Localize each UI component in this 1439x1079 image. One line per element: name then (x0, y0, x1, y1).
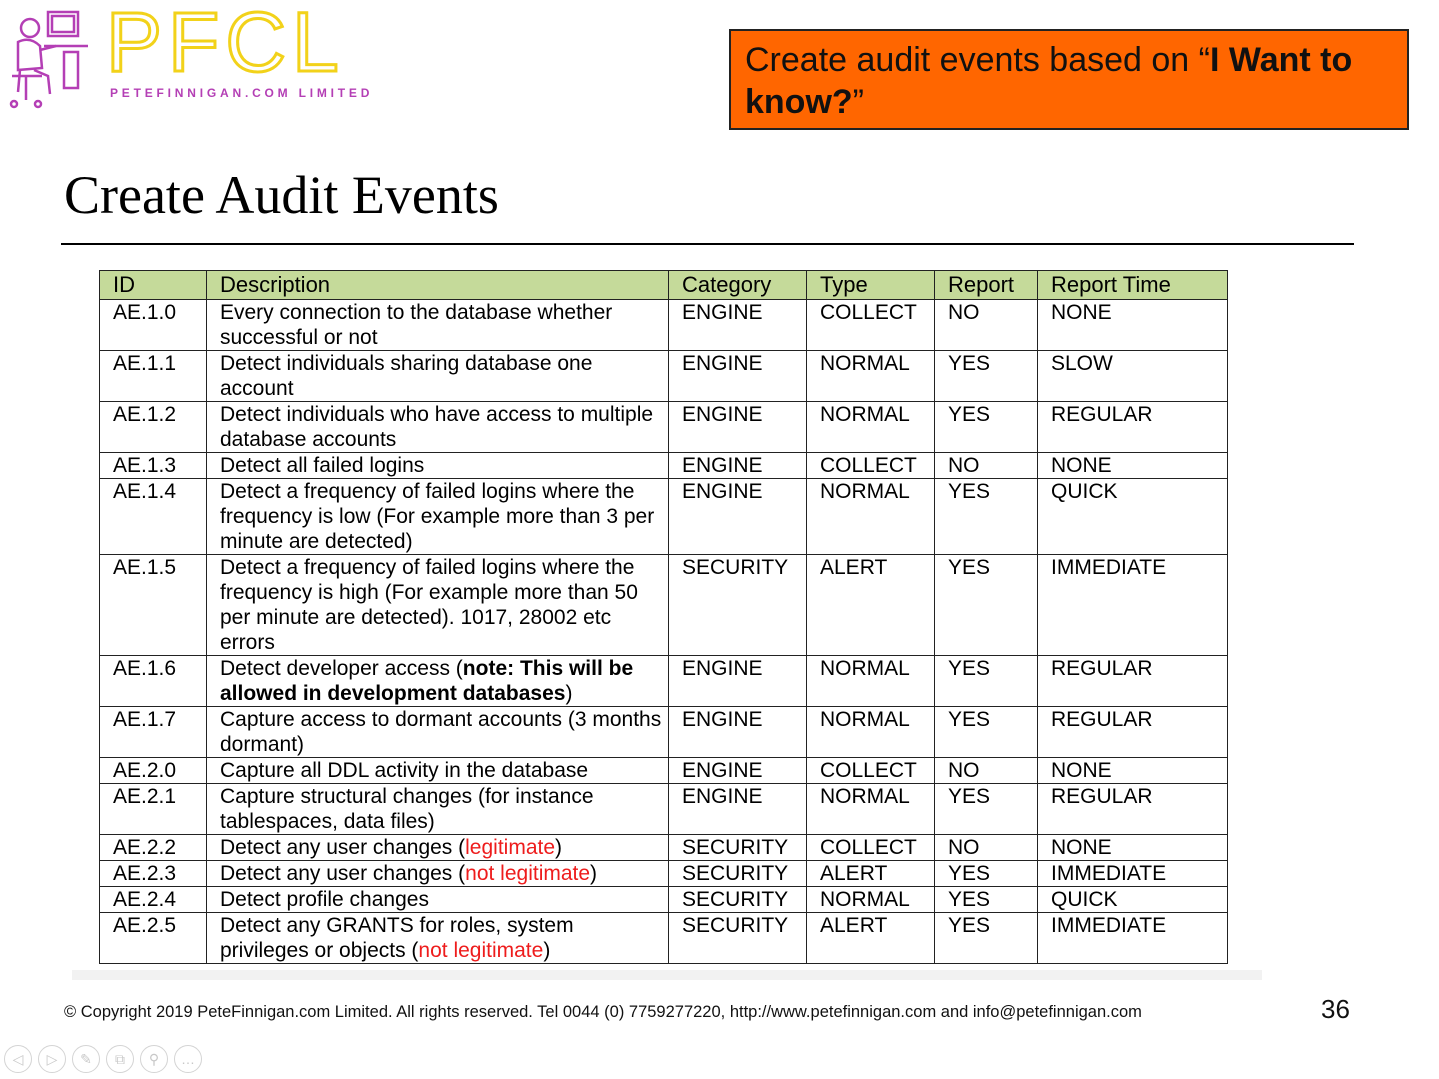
description-text: Detect all failed logins (220, 454, 425, 477)
cell-type: NORMAL (807, 784, 935, 835)
cell-type: NORMAL (807, 402, 935, 453)
next-icon[interactable]: ▷ (38, 1045, 66, 1073)
table-row (100, 913, 1228, 964)
cell-report: YES (935, 656, 1038, 707)
cell-report-time: NONE (1038, 300, 1228, 351)
table-row (100, 479, 1228, 555)
cell-id: AE.1.2 (100, 402, 207, 453)
cell-category: ENGINE (669, 707, 807, 758)
slides-icon[interactable]: ⧉ (106, 1045, 134, 1073)
pfcl-logo (4, 0, 424, 110)
page-title: Create Audit Events (64, 165, 499, 225)
cell-description (207, 351, 669, 402)
cell-type: COLLECT (807, 758, 935, 784)
cell-category: SECURITY (669, 887, 807, 913)
cell-report-time: QUICK (1038, 887, 1228, 913)
description-text: Detect any user changes ( (220, 836, 466, 859)
table-row (100, 784, 1228, 835)
cell-report-time: REGULAR (1038, 707, 1228, 758)
table-row (100, 656, 1228, 707)
description-text: Detect individuals sharing database one account (220, 352, 593, 400)
header-id: ID (100, 271, 207, 300)
table-row (100, 835, 1228, 861)
logo-wordmark: PFCL (106, 0, 345, 89)
description-text: Capture access to dormant accounts (3 months dormant) (220, 708, 662, 756)
legitimacy-label: not legitimate (465, 862, 591, 885)
description-text: Detect any user changes ( (220, 862, 466, 885)
table-row (100, 402, 1228, 453)
cell-type: COLLECT (807, 835, 935, 861)
cell-category: SECURITY (669, 913, 807, 964)
cell-report-time: IMMEDIATE (1038, 913, 1228, 964)
cell-type: NORMAL (807, 656, 935, 707)
cell-category: ENGINE (669, 402, 807, 453)
cell-report: YES (935, 351, 1038, 402)
pen-icon[interactable]: ✎ (72, 1045, 100, 1073)
cell-report: NO (935, 453, 1038, 479)
cell-category: ENGINE (669, 453, 807, 479)
cell-type: COLLECT (807, 300, 935, 351)
table-row (100, 555, 1228, 656)
cell-category: ENGINE (669, 758, 807, 784)
cell-category: SECURITY (669, 555, 807, 656)
cell-description (207, 402, 669, 453)
cell-report-time: NONE (1038, 453, 1228, 479)
note-text: note: This will be allowed in development databases (220, 657, 634, 705)
cell-id: AE.1.4 (100, 479, 207, 555)
cell-type: ALERT (807, 555, 935, 656)
cell-report: YES (935, 402, 1038, 453)
cell-category: ENGINE (669, 784, 807, 835)
more-icon[interactable]: … (174, 1045, 202, 1073)
cell-type: NORMAL (807, 887, 935, 913)
description-text: Detect developer access ( (220, 657, 463, 680)
cell-description (207, 758, 669, 784)
zoom-icon[interactable]: ⚲ (140, 1045, 168, 1073)
cell-category: ENGINE (669, 351, 807, 402)
cell-type: ALERT (807, 861, 935, 887)
table-row (100, 300, 1228, 351)
cell-type: NORMAL (807, 707, 935, 758)
page-number: 36 (1321, 994, 1350, 1024)
description-text: ) (590, 862, 598, 885)
cell-report: YES (935, 555, 1038, 656)
callout-quote-end: ” (852, 83, 864, 121)
cell-report: YES (935, 784, 1038, 835)
cell-report: NO (935, 300, 1038, 351)
cell-category: SECURITY (669, 861, 807, 887)
cell-id: AE.1.7 (100, 707, 207, 758)
cell-type: NORMAL (807, 351, 935, 402)
audit-events-table (99, 270, 1228, 964)
header-type: Type (807, 271, 935, 300)
cell-description (207, 913, 669, 964)
table-row (100, 453, 1228, 479)
cell-description (207, 707, 669, 758)
cell-id: AE.2.1 (100, 784, 207, 835)
cell-id: AE.2.3 (100, 861, 207, 887)
cell-report: YES (935, 479, 1038, 555)
description-text: Detect profile changes (220, 888, 429, 911)
description-text: ) (565, 682, 573, 705)
cell-description (207, 861, 669, 887)
cell-description (207, 300, 669, 351)
cell-id: AE.2.2 (100, 835, 207, 861)
header-report: Report (935, 271, 1038, 300)
description-text: Detect individuals who have access to multiple database accounts (220, 403, 654, 451)
cell-description (207, 835, 669, 861)
table-row (100, 887, 1228, 913)
description-text: Detect a frequency of failed logins where the frequency is low (For example more than 3 per minute are detected) (220, 480, 655, 553)
cell-report-time: REGULAR (1038, 784, 1228, 835)
description-text: Capture all DDL activity in the database (220, 759, 589, 782)
cell-report: YES (935, 707, 1038, 758)
table-body (100, 300, 1228, 964)
cell-report: NO (935, 758, 1038, 784)
cell-report-time: IMMEDIATE (1038, 861, 1228, 887)
table-row (100, 351, 1228, 402)
cell-description (207, 479, 669, 555)
callout-bold-text: I Want to know? (745, 41, 1353, 121)
previous-icon[interactable]: ◁ (4, 1045, 32, 1073)
presentation-toolbar (4, 1045, 202, 1073)
cell-description (207, 555, 669, 656)
cell-id: AE.2.0 (100, 758, 207, 784)
cell-description (207, 453, 669, 479)
cell-report: YES (935, 861, 1038, 887)
callout-text: Create audit events based on “ (745, 41, 1210, 79)
cell-id: AE.2.4 (100, 887, 207, 913)
cell-id: AE.1.0 (100, 300, 207, 351)
cell-id: AE.1.5 (100, 555, 207, 656)
description-text: Detect a frequency of failed logins where the frequency is high (For example more than 50 per minute are detected). 1017, 28002 etc errors (220, 556, 638, 654)
legitimacy-label: legitimate (465, 836, 556, 859)
cell-report-time: REGULAR (1038, 656, 1228, 707)
cell-type: NORMAL (807, 479, 935, 555)
cell-category: SECURITY (669, 835, 807, 861)
cell-report-time: REGULAR (1038, 402, 1228, 453)
person-at-computer-icon (4, 6, 94, 110)
description-text: Detect any GRANTS for roles, system privileges or objects ( (220, 914, 574, 962)
header-description: Description (207, 271, 669, 300)
cell-report-time: NONE (1038, 835, 1228, 861)
table-header-row (100, 271, 1228, 300)
cell-report: YES (935, 913, 1038, 964)
cell-report-time: NONE (1038, 758, 1228, 784)
cell-description (207, 656, 669, 707)
table-row (100, 861, 1228, 887)
slide-bottom-shadow (72, 970, 1262, 980)
cell-id: AE.1.3 (100, 453, 207, 479)
callout-box (729, 29, 1409, 130)
cell-report: NO (935, 835, 1038, 861)
cell-id: AE.1.6 (100, 656, 207, 707)
copyright-footer: © Copyright 2019 PeteFinnigan.com Limited. All rights reserved. Tel 0044 (0) 7759277220, http://www.petefinnigan.com and info@petefinnigan.com (64, 1003, 1142, 1021)
cell-report-time: SLOW (1038, 351, 1228, 402)
cell-category: ENGINE (669, 479, 807, 555)
header-category: Category (669, 271, 807, 300)
description-text: ) (555, 836, 563, 859)
cell-report-time: QUICK (1038, 479, 1228, 555)
cell-description (207, 784, 669, 835)
cell-report-time: IMMEDIATE (1038, 555, 1228, 656)
title-divider (61, 243, 1354, 245)
cell-type: COLLECT (807, 453, 935, 479)
cell-description (207, 887, 669, 913)
cell-id: AE.2.5 (100, 913, 207, 964)
cell-category: ENGINE (669, 300, 807, 351)
legitimacy-label: not legitimate (418, 939, 544, 962)
table-row (100, 707, 1228, 758)
description-text: Every connection to the database whether successful or not (220, 301, 613, 349)
description-text: Capture structural changes (for instance tablespaces, data files) (220, 785, 594, 833)
cell-type: ALERT (807, 913, 935, 964)
cell-id: AE.1.1 (100, 351, 207, 402)
header-report-time: Report Time (1038, 271, 1228, 300)
table-row (100, 758, 1228, 784)
cell-report: YES (935, 887, 1038, 913)
description-text: ) (543, 939, 551, 962)
cell-category: ENGINE (669, 656, 807, 707)
logo-subtitle: PETEFINNIGAN.COM LIMITED (110, 86, 374, 100)
